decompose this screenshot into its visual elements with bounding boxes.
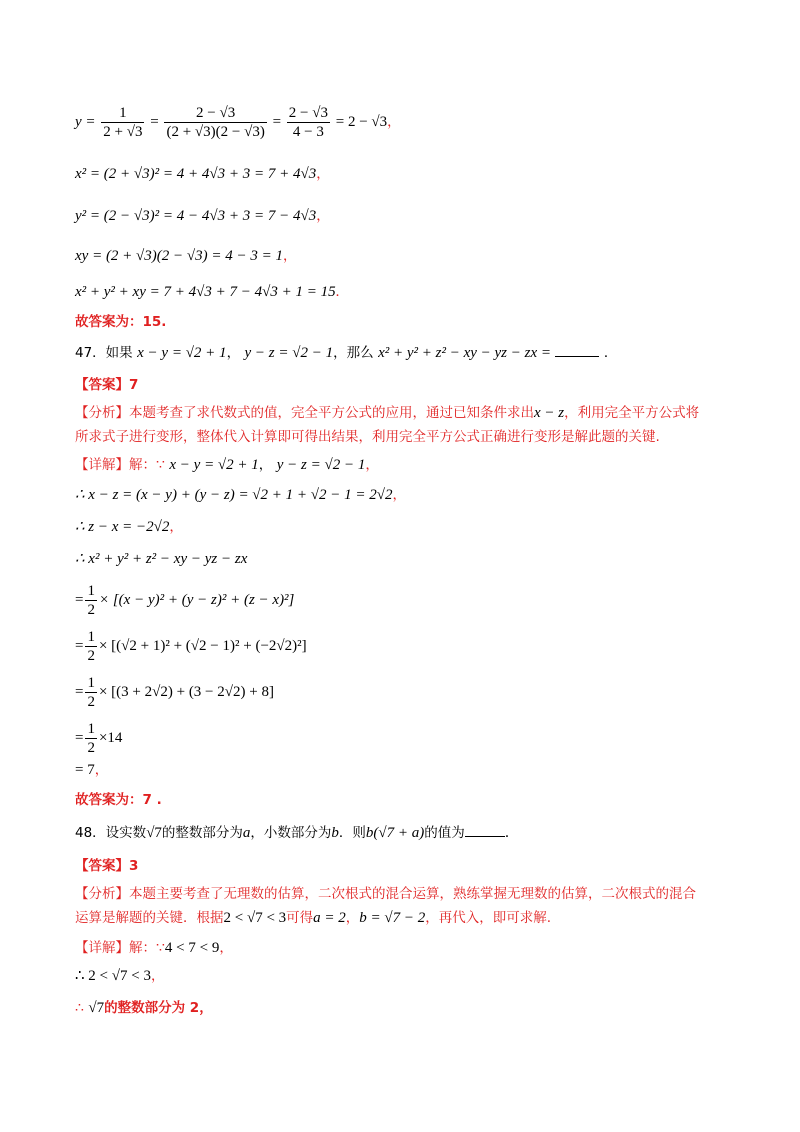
equation-text: ∴ z − x = −2√2 <box>75 519 170 535</box>
analysis-line-2: 所求式子进行变形，整体代入计算即可得出结果，利用完全平方公式正确进行变形是解此题的关键. <box>75 429 660 445</box>
equation-text: xy = (2 + √3)(2 − √3) = 4 − 3 = 1 <box>75 248 283 264</box>
equation-text: ×14 <box>98 730 123 746</box>
separator: ， <box>226 345 241 361</box>
fraction-3-denominator: 4 − 3 <box>292 124 324 141</box>
question-number: 48．设实数 <box>75 825 147 841</box>
punctuation: ， <box>219 940 233 956</box>
step-substitute <box>75 624 307 668</box>
equation-text: ∴ x² + y² + z² − xy − yz − zx <box>75 551 248 567</box>
analysis-text: 运算是解题的关键．根据 <box>75 910 224 926</box>
step-result <box>75 760 108 780</box>
inline-math: x − z <box>534 405 565 421</box>
question-text: 的值为 <box>424 825 465 841</box>
analysis-line-2 <box>75 908 551 928</box>
therefore-symbol: ∴ <box>75 1000 84 1016</box>
equals-sign: = <box>75 684 84 700</box>
fraction-2-denominator: (2 + √3)(2 − √3) <box>166 124 265 141</box>
condition-1: x − y = √2 + 1 <box>137 345 227 361</box>
punctuation: ， <box>316 208 330 224</box>
condition-1: x − y = √2 + 1 <box>169 457 259 473</box>
fraction-half <box>85 628 97 665</box>
answer-conclusion-47: 故答案为：7 . <box>75 792 162 808</box>
target-expression: b(√7 + a) <box>365 825 425 841</box>
punctuation: ， <box>316 166 330 182</box>
question-text: ，小数部分为 <box>250 825 332 841</box>
condition-2: y − z = √2 − 1 <box>276 457 366 473</box>
step-expand <box>75 670 274 714</box>
step-integer-part <box>75 998 213 1018</box>
solution-line-y-squared <box>75 206 330 226</box>
question-text: ．则 <box>338 825 366 841</box>
step-half-squares <box>75 578 294 622</box>
punctuation: ， <box>169 519 183 535</box>
punctuation: ， <box>283 248 297 264</box>
punctuation: ， <box>387 114 401 130</box>
equation-text: y² = (2 − √3)² = 4 − 4√3 + 3 = 7 − 4√3 <box>75 208 317 224</box>
question-text: 的整数部分为 <box>161 825 243 841</box>
target-expression: x² + y² + z² − xy − yz − zx = <box>378 345 551 361</box>
separator: ， <box>345 910 360 926</box>
equation-text: ∴ 2 < √7 < 3 <box>75 968 151 984</box>
analysis-text: 【分析】本题考查了求代数式的值，完全平方公式的应用，通过已知条件求出 <box>75 405 534 421</box>
fraction-numerator: 1 <box>87 675 95 692</box>
variable-a: a <box>242 825 251 841</box>
detail-label: 【详解】解： <box>75 940 156 956</box>
punctuation: ， <box>150 968 165 984</box>
analysis-text: 可得 <box>286 910 314 926</box>
punctuation: ， <box>94 762 109 778</box>
fraction-denominator: 2 <box>87 602 95 619</box>
separator: ， <box>258 457 273 473</box>
equation-text: × [(x − y)² + (y − z)² + (z − x)²] <box>98 592 295 608</box>
inline-math: 2 < √7 < 3 <box>223 910 287 926</box>
fraction-denominator: 2 <box>87 648 95 665</box>
detail-line <box>75 455 379 475</box>
answer-conclusion-46: 故答案为：15. <box>75 314 167 330</box>
fraction-1 <box>101 104 144 141</box>
fraction-numerator: 1 <box>87 721 95 738</box>
inline-math: b = √7 − 2 <box>359 910 426 926</box>
equation-text: × [(√2 + 1)² + (√2 − 1)² + (−2√2)²] <box>98 638 307 654</box>
fraction-2-numerator: 2 − √3 <box>164 104 266 123</box>
fraction-half <box>85 720 97 757</box>
step-expression <box>75 549 247 569</box>
analysis-line-1: 【分析】本题主要考查了无理数的估算，二次根式的混合运算，熟练掌握无理数的估算，二次根式的混合 <box>75 886 696 902</box>
step-z-minus-x <box>75 517 183 537</box>
punctuation: ， <box>365 457 379 473</box>
answer-label: 【答案】7 <box>75 377 139 393</box>
fraction-denominator: 2 <box>87 740 95 757</box>
fraction-numerator: 1 <box>87 583 95 600</box>
inline-math: a = 2 <box>313 910 346 926</box>
detail-label: 【详解】解： <box>75 457 156 473</box>
fraction-3 <box>287 104 330 141</box>
answer-blank <box>555 342 599 357</box>
fraction-denominator: 2 <box>87 694 95 711</box>
equation-text: ∴ x − z = (x − y) + (y − z) = √2 + 1 + √2 − 1 = 2√2 <box>75 487 393 503</box>
solution-line-xy <box>75 246 297 266</box>
equals-sign: = <box>75 592 84 608</box>
equals-sign: = <box>150 114 159 130</box>
step-text: 的整数部分为 2， <box>104 1000 213 1016</box>
solution-line-y <box>75 100 401 144</box>
punctuation: . <box>335 284 340 300</box>
equals-sign: = <box>75 638 84 654</box>
analysis-line-1 <box>75 403 699 423</box>
fraction-half <box>85 582 97 619</box>
because-symbol: ∵ <box>156 457 165 473</box>
step-x-minus-z <box>75 485 406 505</box>
analysis-text: ，再代入，即可求解. <box>425 910 552 926</box>
fraction-1-denominator: 2 + √3 <box>103 124 143 141</box>
question-number: 47．如果 <box>75 345 133 361</box>
equals-sign: = <box>272 114 282 130</box>
because-symbol: ∵ <box>156 940 165 956</box>
question-48 <box>75 822 509 843</box>
equation-text: x² + y² + xy = 7 + 4√3 + 7 − 4√3 + 1 = 15 <box>75 284 336 300</box>
punctuation: ， <box>392 487 406 503</box>
inline-math: √7 <box>146 825 162 841</box>
variable-b: b <box>331 825 339 841</box>
step-sqrt7-bounds <box>75 966 164 986</box>
fraction-half <box>85 674 97 711</box>
fraction-2 <box>164 104 266 141</box>
punctuation: ． <box>603 345 618 361</box>
detail-line <box>75 938 233 958</box>
equation-text: × [(3 + 2√2) + (3 − 2√2) + 8] <box>98 684 274 700</box>
fraction-1-numerator: 1 <box>101 104 144 123</box>
answer-label: 【答案】3 <box>75 858 139 874</box>
solution-line-x-squared <box>75 164 330 184</box>
equation-text: = 7 <box>75 762 95 778</box>
eq-y-lhs: y = <box>75 114 96 130</box>
equals-sign: = <box>75 730 84 746</box>
eq-y-result: = 2 − √3 <box>335 114 388 130</box>
question-47 <box>75 342 617 363</box>
step-fourteen <box>75 716 122 760</box>
solution-line-sum <box>75 282 339 302</box>
analysis-text: ，利用完全平方公式将 <box>564 405 700 421</box>
answer-blank <box>465 822 505 837</box>
fraction-3-numerator: 2 − √3 <box>288 105 328 122</box>
connector-text: ，那么 <box>333 345 374 361</box>
punctuation: . <box>504 825 510 841</box>
fraction-numerator: 1 <box>87 629 95 646</box>
condition-2: y − z = √2 − 1 <box>244 345 334 361</box>
inline-math: 4 < 7 < 9 <box>164 940 220 956</box>
inline-math: √7 <box>88 1000 105 1016</box>
equation-text: x² = (2 + √3)² = 4 + 4√3 + 3 = 7 + 4√3 <box>75 166 317 182</box>
